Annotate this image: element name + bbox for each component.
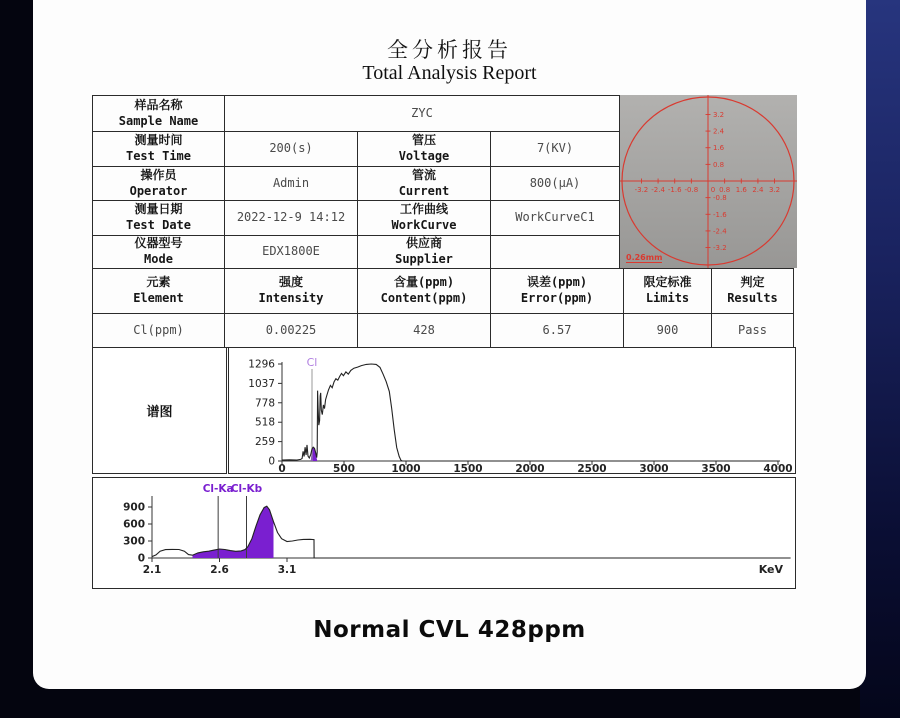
svg-text:-1.6: -1.6 (713, 210, 727, 219)
svg-text:-0.8: -0.8 (684, 186, 699, 194)
svg-text:2500: 2500 (577, 463, 607, 473)
svg-text:2.6: 2.6 (210, 564, 229, 576)
svg-text:900: 900 (123, 501, 145, 514)
info-value-supplier (491, 236, 620, 269)
info-label: 测量时间 Test Time (93, 132, 225, 167)
svg-text:1037: 1037 (248, 377, 275, 390)
svg-text:3.1: 3.1 (277, 564, 297, 576)
spectrum-svg (229, 348, 795, 473)
info-value-mode: EDX1800E (225, 236, 358, 269)
svg-text:-0.8: -0.8 (713, 194, 727, 203)
svg-text:259: 259 (254, 436, 275, 449)
info-value-test-date: 2022-12-9 14:12 (225, 201, 358, 236)
svg-text:1.6: 1.6 (713, 144, 725, 153)
svg-text:0.26mm: 0.26mm (626, 253, 663, 262)
element-cell-limits: 900 (624, 314, 712, 348)
camera-svg (620, 95, 797, 268)
info-label: 操作员 Operator (93, 167, 225, 201)
svg-text:2000: 2000 (515, 463, 545, 473)
caption: Normal CVL 428ppm (313, 617, 586, 643)
svg-text:1000: 1000 (391, 463, 421, 473)
info-value-workcurve: WorkCurveC1 (491, 201, 620, 236)
info-table (92, 95, 620, 269)
info-label: 管流 Current (358, 167, 491, 201)
info-label: 样品名称 Sample Name (93, 96, 225, 132)
svg-text:300: 300 (123, 535, 145, 548)
element-cell-intensity: 0.00225 (225, 314, 358, 348)
report-title-en: Total Analysis Report (362, 62, 537, 84)
element-header: 限定标准 Limits (624, 269, 712, 314)
element-table (92, 268, 794, 348)
svg-text:-2.4: -2.4 (713, 227, 727, 236)
element-cell-content: 428 (358, 314, 491, 348)
svg-text:1.6: 1.6 (735, 186, 747, 194)
spectrum-row-label: 谱图 (92, 347, 227, 474)
svg-text:2.4: 2.4 (713, 127, 725, 136)
svg-text:0.8: 0.8 (719, 186, 731, 194)
svg-text:4000: 4000 (763, 463, 793, 473)
svg-text:500: 500 (333, 463, 355, 473)
svg-text:0: 0 (137, 552, 145, 565)
svg-text:3500: 3500 (701, 463, 731, 473)
svg-text:Cl-Ka: Cl-Ka (202, 483, 234, 495)
svg-text:Cl-Kb: Cl-Kb (230, 483, 263, 495)
svg-text:-3.2: -3.2 (713, 244, 727, 253)
svg-text:-3.2: -3.2 (634, 186, 649, 194)
svg-text:-1.6: -1.6 (667, 186, 682, 194)
info-label: 测量日期 Test Date (93, 201, 225, 236)
info-value-sample-name: ZYC (225, 96, 620, 132)
svg-text:600: 600 (123, 518, 145, 531)
element-header: 误差(ppm) Error(ppm) (491, 269, 624, 314)
svg-text:1296: 1296 (248, 358, 275, 371)
svg-text:0: 0 (268, 455, 275, 468)
right-blue-band (860, 0, 900, 718)
svg-text:2.1: 2.1 (142, 564, 162, 576)
spectrum-chart (228, 347, 796, 474)
info-value-test-time: 200(s) (225, 132, 358, 167)
svg-text:0: 0 (278, 463, 286, 473)
info-label: 管压 Voltage (358, 132, 491, 167)
svg-text:Cl: Cl (306, 356, 318, 369)
element-cell-element: Cl(ppm) (93, 314, 225, 348)
svg-text:2.4: 2.4 (752, 186, 764, 194)
element-header: 强度 Intensity (225, 269, 358, 314)
element-cell-error: 6.57 (491, 314, 624, 348)
report-title-zh: 全分析报告 (387, 38, 512, 62)
svg-text:778: 778 (254, 397, 275, 410)
sample-camera-image (620, 95, 797, 268)
info-value-voltage: 7(KV) (491, 132, 620, 167)
element-cell-results: Pass (712, 314, 794, 348)
svg-text:0: 0 (710, 186, 716, 194)
info-label: 供应商 Supplier (358, 236, 491, 269)
svg-text:1500: 1500 (453, 463, 483, 473)
svg-text:3.2: 3.2 (768, 186, 781, 194)
report-card (33, 0, 866, 689)
info-value-current: 800(μA) (491, 167, 620, 201)
element-header: 判定 Results (712, 269, 794, 314)
energy-chart (92, 477, 796, 589)
svg-text:-2.4: -2.4 (651, 186, 665, 194)
svg-text:0.8: 0.8 (713, 160, 725, 169)
element-header: 含量(ppm) Content(ppm) (358, 269, 491, 314)
info-value-operator: Admin (225, 167, 358, 201)
svg-text:518: 518 (254, 416, 275, 429)
svg-text:3000: 3000 (639, 463, 669, 473)
element-header: 元素 Element (93, 269, 225, 314)
info-label: 工作曲线 WorkCurve (358, 201, 491, 236)
svg-text:3.2: 3.2 (713, 110, 725, 119)
info-label: 仪器型号 Mode (93, 236, 225, 269)
kev-svg (93, 478, 795, 588)
svg-text:KeV: KeV (758, 563, 783, 576)
